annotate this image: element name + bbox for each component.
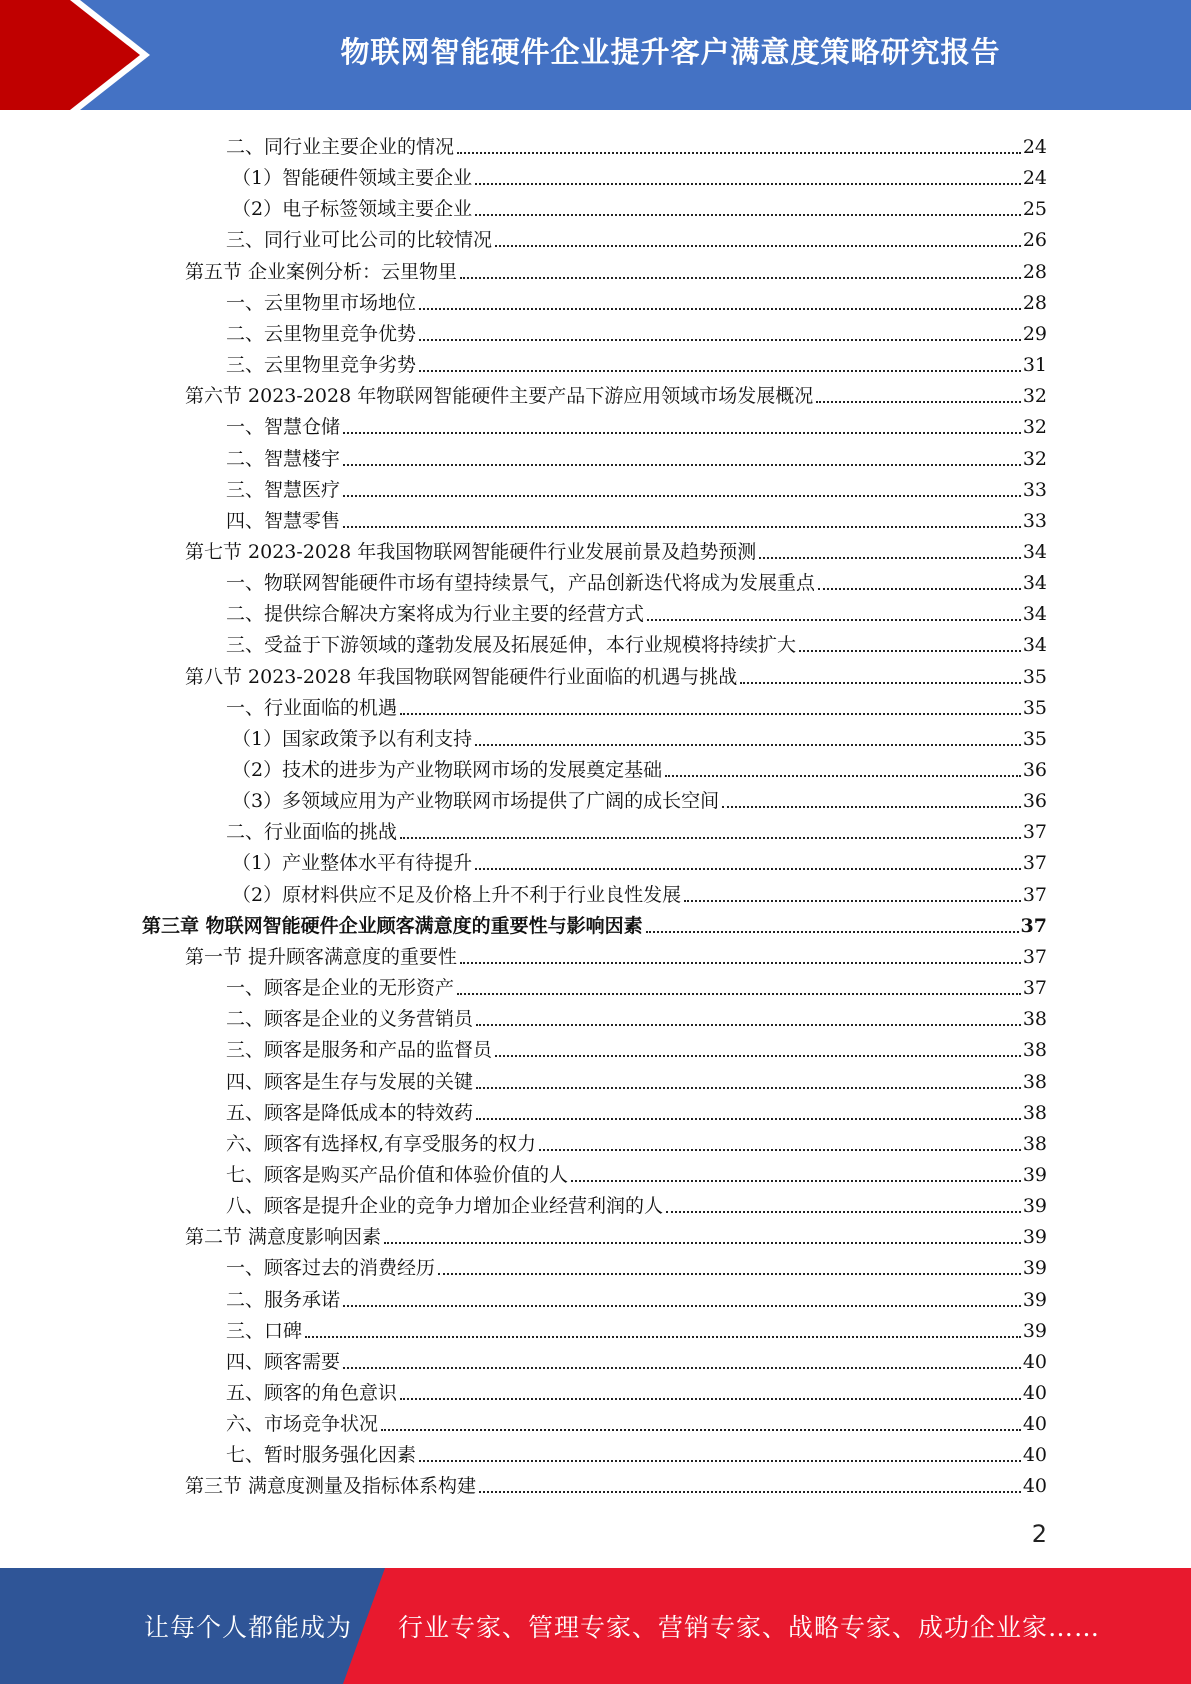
toc-dot-leader bbox=[759, 557, 1021, 559]
toc-entry[interactable] bbox=[226, 1187, 1047, 1218]
toc-entry[interactable] bbox=[185, 377, 1047, 408]
toc-entry-label: 六、顾客有选择权,有享受服务的权力 bbox=[226, 1132, 537, 1155]
report-title: 物联网智能硬件企业提升客户满意度策略研究报告 bbox=[340, 34, 1001, 69]
toc-entry-label: 二、服务承诺 bbox=[226, 1288, 341, 1311]
toc-entry[interactable] bbox=[226, 502, 1047, 533]
toc-entry-label: 四、智慧零售 bbox=[226, 509, 341, 532]
toc-dot-leader bbox=[647, 619, 1021, 621]
toc-entry[interactable] bbox=[226, 1156, 1047, 1187]
toc-entry[interactable] bbox=[226, 1343, 1047, 1374]
toc-dot-leader bbox=[400, 1398, 1021, 1400]
toc-dot-leader bbox=[457, 152, 1021, 154]
toc-entry-label: 第八节 2023-2028 年我国物联网智能硬件行业面临的机遇与挑战 bbox=[185, 665, 738, 688]
toc-entry[interactable] bbox=[226, 1031, 1047, 1062]
toc-entry-label: 一、物联网智能硬件市场有望持续景气，产品创新迭代将成为发展重点 bbox=[226, 572, 816, 595]
toc-entry-label: （1）国家政策予以有利支持 bbox=[232, 727, 473, 750]
toc-dot-leader bbox=[343, 464, 1021, 466]
toc-entry-label: 第三章 物联网智能硬件企业顾客满意度的重要性与影响因素 bbox=[142, 914, 643, 937]
toc-entry-label: 第二节 满意度影响因素 bbox=[185, 1226, 382, 1249]
footer-slogan-right: 行业专家、管理专家、营销专家、战略专家、成功企业家…… bbox=[398, 1613, 1101, 1642]
toc-entry-page: 39 bbox=[1022, 1288, 1047, 1311]
toc-entry-page: 40 bbox=[1022, 1475, 1047, 1498]
toc-entry[interactable] bbox=[232, 751, 1047, 782]
toc-entry-page: 39 bbox=[1022, 1257, 1047, 1280]
toc-dot-leader bbox=[400, 713, 1021, 715]
toc-entry[interactable] bbox=[226, 1000, 1047, 1031]
toc-entry-page: 38 bbox=[1022, 1039, 1047, 1062]
toc-entry-page: 24 bbox=[1022, 136, 1047, 158]
toc-entry[interactable] bbox=[226, 1125, 1047, 1156]
toc-dot-leader bbox=[475, 183, 1021, 185]
toc-dot-leader bbox=[684, 900, 1021, 902]
toc-entry-label: 三、智慧医疗 bbox=[226, 478, 341, 501]
toc-dot-leader bbox=[343, 1305, 1021, 1307]
toc-dot-leader bbox=[539, 1149, 1021, 1151]
footer-slogan-left: 让每个人都能成为 bbox=[144, 1613, 353, 1642]
toc-dot-leader bbox=[343, 526, 1021, 528]
header-arrow-icon bbox=[0, 0, 142, 110]
toc-dot-leader bbox=[571, 1180, 1021, 1182]
toc-entry-page: 35 bbox=[1022, 665, 1047, 688]
toc-entry-label: 八、顾客是提升企业的竞争力增加企业经营利润的人 bbox=[226, 1195, 664, 1218]
toc-entry[interactable] bbox=[226, 564, 1047, 595]
toc-entry-page: 25 bbox=[1022, 198, 1047, 221]
toc-entry-page: 38 bbox=[1022, 1101, 1047, 1124]
page-header bbox=[0, 0, 1191, 110]
toc-entry-page: 39 bbox=[1022, 1163, 1047, 1186]
toc-dot-leader bbox=[475, 868, 1021, 870]
toc-entry-page: 39 bbox=[1022, 1226, 1047, 1249]
toc-entry[interactable] bbox=[226, 284, 1047, 315]
toc-entry[interactable] bbox=[226, 221, 1047, 252]
toc-entry-label: 第七节 2023-2028 年我国物联网智能硬件行业发展前景及趋势预测 bbox=[185, 540, 757, 563]
toc-dot-leader bbox=[722, 806, 1021, 808]
toc-entry[interactable] bbox=[226, 1436, 1047, 1467]
toc-dot-leader bbox=[343, 495, 1021, 497]
toc-entry[interactable] bbox=[226, 408, 1047, 439]
toc-entry-label: 四、顾客是生存与发展的关键 bbox=[226, 1070, 474, 1093]
toc-dot-leader bbox=[646, 931, 1019, 933]
toc-entry[interactable] bbox=[226, 1312, 1047, 1343]
toc-entry-label: 三、同行业可比公司的比较情况 bbox=[226, 229, 493, 252]
toc-entry-label: 第三节 满意度测量及指标体系构建 bbox=[185, 1475, 477, 1498]
toc-entry-page: 37 bbox=[1022, 883, 1047, 906]
toc-entry[interactable] bbox=[226, 471, 1047, 502]
toc-entry-page: 34 bbox=[1022, 540, 1047, 563]
toc-entry-label: 三、口碑 bbox=[226, 1319, 303, 1342]
toc-entry-page: 32 bbox=[1022, 385, 1047, 408]
toc-entry-label: 四、顾客需要 bbox=[226, 1350, 341, 1373]
toc-entry-label: 第六节 2023-2028 年物联网智能硬件主要产品下游应用领域市场发展概况 bbox=[185, 385, 814, 408]
toc-entry-label: （2）电子标签领域主要企业 bbox=[232, 198, 473, 221]
toc-entry-page: 29 bbox=[1022, 322, 1047, 345]
toc-entry[interactable] bbox=[232, 782, 1047, 813]
toc-dot-leader bbox=[818, 588, 1021, 590]
toc-entry-label: （3）多领域应用为产业物联网市场提供了广阔的成长空间 bbox=[232, 790, 720, 813]
toc-entry[interactable] bbox=[232, 720, 1047, 751]
toc-entry-page: 38 bbox=[1022, 1132, 1047, 1155]
toc-dot-leader bbox=[460, 962, 1021, 964]
toc-entry-page: 34 bbox=[1022, 634, 1047, 657]
toc-dot-leader bbox=[438, 1273, 1021, 1275]
toc-entry-label: 一、云里物里市场地位 bbox=[226, 291, 417, 314]
toc-entry-page: 40 bbox=[1022, 1350, 1047, 1373]
toc-dot-leader bbox=[457, 993, 1021, 995]
toc-entry-page: 28 bbox=[1022, 260, 1047, 283]
toc-dot-leader bbox=[381, 1429, 1021, 1431]
toc-entry-label: 五、顾客的角色意识 bbox=[226, 1382, 398, 1404]
toc-entry[interactable] bbox=[232, 876, 1047, 907]
toc-entry-label: 五、顾客是降低成本的特效药 bbox=[226, 1101, 474, 1124]
toc-entry-label: 一、行业面临的机遇 bbox=[226, 696, 398, 719]
toc-dot-leader bbox=[305, 1336, 1021, 1338]
toc-entry[interactable] bbox=[226, 128, 1047, 159]
toc-entry-page: 34 bbox=[1022, 572, 1047, 595]
toc-dot-leader bbox=[343, 1367, 1021, 1369]
toc-dot-leader bbox=[419, 308, 1021, 310]
toc-entry[interactable] bbox=[142, 907, 1047, 938]
toc-entry-label: 六、市场竞争状况 bbox=[226, 1413, 379, 1436]
toc-entry[interactable] bbox=[185, 1467, 1047, 1498]
toc-entry[interactable] bbox=[185, 253, 1047, 284]
toc-entry-page: 38 bbox=[1022, 1008, 1047, 1031]
toc-dot-leader bbox=[460, 277, 1021, 279]
page-number: 2 bbox=[1031, 1520, 1047, 1548]
toc-dot-leader bbox=[384, 1242, 1021, 1244]
toc-entry[interactable] bbox=[226, 1063, 1047, 1094]
toc-entry-label: 一、智慧仓储 bbox=[226, 416, 341, 439]
toc-entry-page: 28 bbox=[1022, 291, 1047, 314]
toc-dot-leader bbox=[816, 401, 1021, 403]
toc-entry-label: 二、同行业主要企业的情况 bbox=[226, 136, 455, 158]
toc-entry-label: 第五节 企业案例分析：云里物里 bbox=[185, 260, 458, 283]
toc-dot-leader bbox=[495, 245, 1021, 247]
toc-entry-page: 31 bbox=[1022, 354, 1047, 377]
toc-entry[interactable] bbox=[226, 440, 1047, 471]
toc-entry-label: 二、云里物里竞争优势 bbox=[226, 322, 417, 345]
toc-entry[interactable] bbox=[226, 1094, 1047, 1125]
toc-entry-label: （1）产业整体水平有待提升 bbox=[232, 852, 473, 875]
toc-entry[interactable] bbox=[226, 346, 1047, 377]
toc-entry-page: 35 bbox=[1022, 696, 1047, 719]
toc-entry-label: （2）技术的进步为产业物联网市场的发展奠定基础 bbox=[232, 759, 663, 781]
toc-entry-label: （2）原材料供应不足及价格上升不利于行业良性发展 bbox=[232, 883, 682, 906]
toc-entry-label: （1）智能硬件领域主要企业 bbox=[232, 167, 473, 190]
toc-entry-page: 35 bbox=[1022, 727, 1047, 750]
toc-entry-page: 32 bbox=[1022, 416, 1047, 439]
toc-dot-leader bbox=[400, 837, 1021, 839]
toc-entry-page: 33 bbox=[1022, 509, 1047, 532]
toc-entry-label: 三、受益于下游领域的蓬勃发展及拓展延伸，本行业规模将持续扩大 bbox=[226, 634, 797, 657]
toc-entry[interactable] bbox=[226, 595, 1047, 626]
toc-entry-page: 24 bbox=[1022, 167, 1047, 190]
toc-dot-leader bbox=[666, 1211, 1021, 1213]
toc-entry-page: 40 bbox=[1022, 1382, 1047, 1404]
toc-dot-leader bbox=[479, 1491, 1021, 1493]
toc-entry-page: 33 bbox=[1022, 478, 1047, 501]
toc-entry[interactable] bbox=[226, 1281, 1047, 1312]
toc-entry[interactable] bbox=[232, 190, 1047, 221]
toc-entry[interactable] bbox=[226, 1249, 1047, 1280]
toc-dot-leader bbox=[476, 1118, 1021, 1120]
toc-entry[interactable] bbox=[226, 813, 1047, 844]
toc-entry[interactable] bbox=[185, 1218, 1047, 1249]
toc-entry-page: 40 bbox=[1022, 1444, 1047, 1467]
toc-entry-page: 38 bbox=[1022, 1070, 1047, 1093]
toc-dot-leader bbox=[419, 370, 1021, 372]
toc-entry-page: 36 bbox=[1022, 759, 1047, 781]
toc-entry-label: 二、提供综合解决方案将成为行业主要的经营方式 bbox=[226, 603, 645, 626]
toc-entry-label: 三、云里物里竞争劣势 bbox=[226, 354, 417, 377]
toc-entry[interactable] bbox=[232, 159, 1047, 190]
toc-dot-leader bbox=[476, 1024, 1021, 1026]
toc-entry-page: 36 bbox=[1022, 790, 1047, 813]
toc-entry-label: 二、智慧楼宇 bbox=[226, 447, 341, 470]
toc-dot-leader bbox=[665, 775, 1021, 777]
toc-entry[interactable] bbox=[185, 658, 1047, 689]
toc-dot-leader bbox=[419, 339, 1021, 341]
toc-dot-leader bbox=[343, 432, 1021, 434]
toc-entry[interactable] bbox=[226, 1374, 1047, 1405]
toc-entry[interactable] bbox=[232, 844, 1047, 875]
toc-entry-label: 七、顾客是购买产品价值和体验价值的人 bbox=[226, 1163, 569, 1186]
toc-entry-page: 37 bbox=[1022, 852, 1047, 875]
toc-entry-label: 二、行业面临的挑战 bbox=[226, 821, 398, 844]
toc-entry-page: 40 bbox=[1022, 1413, 1047, 1436]
toc-dot-leader bbox=[740, 682, 1021, 684]
toc-entry-page: 37 bbox=[1022, 821, 1047, 844]
toc-dot-leader bbox=[475, 214, 1021, 216]
toc-entry-label: 三、顾客是服务和产品的监督员 bbox=[226, 1039, 493, 1062]
toc-entry-label: 第一节 提升顾客满意度的重要性 bbox=[185, 945, 458, 968]
toc-entry[interactable] bbox=[226, 315, 1047, 346]
toc-entry-page: 32 bbox=[1022, 447, 1047, 470]
toc-entry-page: 39 bbox=[1022, 1319, 1047, 1342]
toc-entry-label: 一、顾客是企业的无形资产 bbox=[226, 977, 455, 1000]
toc-entry-label: 七、暂时服务强化因素 bbox=[226, 1444, 417, 1467]
toc-entry-page: 37 bbox=[1020, 914, 1047, 937]
toc-entry-page: 34 bbox=[1022, 603, 1047, 626]
toc-dot-leader bbox=[419, 1460, 1021, 1462]
toc-dot-leader bbox=[799, 650, 1021, 652]
toc-entry[interactable] bbox=[226, 969, 1047, 1000]
toc-dot-leader bbox=[475, 744, 1021, 746]
toc-entry-label: 二、顾客是企业的义务营销员 bbox=[226, 1008, 474, 1031]
toc-entry[interactable] bbox=[185, 533, 1047, 564]
toc-entry[interactable] bbox=[185, 938, 1047, 969]
toc-entry-label: 一、顾客过去的消费经历 bbox=[226, 1257, 436, 1280]
toc-entry-page: 39 bbox=[1022, 1195, 1047, 1218]
page-footer bbox=[0, 1568, 1191, 1684]
toc-entry-page: 37 bbox=[1022, 945, 1047, 968]
toc-entry-page: 26 bbox=[1022, 229, 1047, 252]
toc-entry[interactable] bbox=[226, 1405, 1047, 1436]
toc-entry[interactable] bbox=[226, 689, 1047, 720]
toc-entry[interactable] bbox=[226, 626, 1047, 657]
toc-entry-page: 37 bbox=[1022, 977, 1047, 1000]
toc-dot-leader bbox=[495, 1055, 1021, 1057]
toc-dot-leader bbox=[476, 1087, 1021, 1089]
